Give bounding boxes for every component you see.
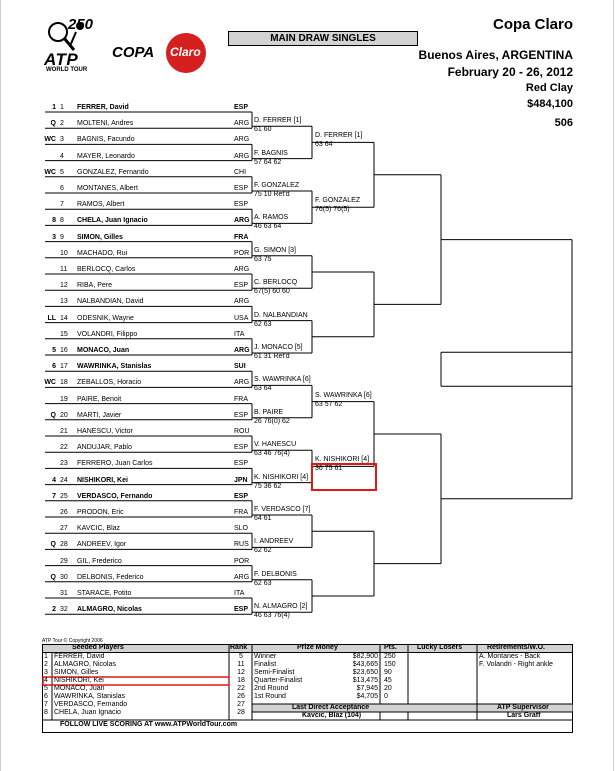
round2-winner: F. VERDASCO [7] (254, 506, 311, 513)
player-name: ODESNIK, Wayne (77, 314, 134, 322)
lucky-header: Lucky Losers (417, 644, 463, 651)
rank-header: Rank (230, 644, 248, 651)
player-name: FERRER, David (77, 104, 129, 111)
seed-number: 5 (44, 685, 48, 692)
seed-number: 1 (44, 653, 48, 660)
seed-label: 5 (52, 347, 56, 354)
atp-wordmark: ATP (44, 50, 79, 69)
player-name: PRODON, Eric (77, 509, 124, 516)
round2-winner: F. BAGNIS (254, 149, 288, 157)
draw-position: 6 (60, 185, 64, 192)
player-name: MAYER, Leonardo (77, 152, 135, 160)
round2-winner: J. MONACO [5] (254, 344, 303, 351)
prize-points: 250 (384, 653, 396, 660)
seed-label: WC (44, 136, 56, 144)
seed-label: 2 (52, 606, 56, 614)
draw-position: 9 (60, 233, 64, 241)
player-name: FERRERO, Juan Carlos (77, 460, 153, 468)
round2-score: 62 63 (254, 320, 272, 328)
round2-winner: N. ALMAGRO [2] (254, 603, 308, 611)
player-country: ARG (234, 347, 250, 354)
seed-name: MONACO, Juan (54, 685, 105, 692)
draw-position: 14 (60, 314, 68, 322)
round2-score: 46 63 64 (254, 223, 282, 231)
draw-position: 29 (60, 557, 68, 565)
prize-round: 1st Round (254, 693, 286, 700)
prize-points: 20 (384, 685, 392, 692)
prize-points: 150 (384, 661, 396, 668)
section-title: MAIN DRAW SINGLES (228, 31, 418, 46)
seed-rank: 12 (237, 669, 245, 676)
player-name: MONTANES, Albert (77, 185, 138, 192)
draw-position: 19 (60, 395, 68, 403)
player-country: ESP (234, 201, 249, 209)
tournament-prize: $484,100 (527, 98, 573, 110)
seed-label: Q (50, 573, 56, 581)
draw-position: 32 (60, 606, 68, 614)
round3-winner: D. FERRER [1] (315, 132, 363, 140)
claro-logo-text: Claro (170, 45, 201, 59)
player-name: PAIRE, Benoit (77, 395, 122, 403)
round2-score: 61 31 Ret'd (254, 353, 290, 360)
seed-rank: 11 (237, 661, 245, 668)
tournament-dates: February 20 - 26, 2012 (447, 65, 573, 79)
player-country: SLO (234, 525, 249, 533)
draw-position: 27 (60, 525, 68, 533)
draw-position: 1 (60, 104, 64, 111)
tournament-code: 506 (554, 117, 573, 129)
round2-score: 62 63 (254, 579, 272, 587)
seed-rank: 5 (239, 653, 243, 660)
seed-rank: 26 (237, 693, 245, 700)
player-country: ESP (234, 185, 249, 192)
seed-label: 6 (52, 363, 56, 371)
player-country: ARG (234, 379, 250, 387)
player-name: NISHIKORI, Kei (77, 476, 128, 484)
seed-rank: 22 (237, 685, 245, 692)
player-country: ESP (234, 104, 249, 111)
tournament-surface: Red Clay (525, 82, 573, 94)
player-name: CHELA, Juan Ignacio (77, 217, 148, 225)
copa-logo-text: COPA (112, 44, 155, 61)
player-name: VERDASCO, Fernando (77, 492, 153, 500)
seed-name: WAWRINKA, Stanislas (54, 693, 126, 700)
seed-label: 8 (52, 217, 56, 225)
player-country: FRA (234, 233, 249, 241)
draw-position: 16 (60, 347, 68, 354)
draw-position: 24 (60, 476, 68, 484)
player-name: VOLANDRI, Filippo (77, 330, 138, 338)
seed-label: 1 (52, 104, 56, 111)
seed-number: 4 (44, 677, 48, 684)
prize-points: 90 (384, 669, 392, 676)
prize-header: Prize Money (297, 644, 338, 651)
round2-winner: A. RAMOS (254, 214, 289, 222)
player-country: ARG (234, 573, 250, 581)
seed-rank: 27 (237, 701, 245, 708)
seed-name: ALMAGRO, Nicolas (54, 661, 116, 668)
player-name: NALBANDIAN, David (77, 298, 144, 306)
player-country: ROU (234, 428, 250, 435)
player-country: ARG (234, 266, 250, 273)
player-country: POR (234, 557, 250, 565)
round2-score: 63 46 76(4) (254, 450, 290, 458)
round2-score: 75 10 Ret'd (254, 191, 290, 198)
prize-money: $7,945 (356, 685, 378, 692)
prize-money: $82,900 (352, 653, 378, 660)
player-country: ESP (234, 282, 249, 290)
player-name: ZEBALLOS, Horacio (77, 379, 142, 387)
prize-points: 45 (384, 677, 392, 684)
player-name: KAVCIC, Blaz (77, 525, 121, 533)
seed-number: 7 (44, 701, 48, 708)
round3-score: 76(5) 76(5) (315, 206, 350, 214)
draw-position: 15 (60, 330, 68, 338)
draw-position: 5 (60, 168, 64, 176)
round2-score: 67(5) 60 60 (254, 288, 290, 296)
seed-label: 4 (52, 476, 56, 484)
player-name: RAMOS, Albert (77, 201, 125, 209)
player-country: ARG (234, 152, 250, 160)
round2-score: 64 61 (254, 515, 272, 522)
player-country: ITA (234, 330, 245, 338)
draw-position: 31 (60, 590, 68, 597)
seed-name: VERDASCO, Fernando (54, 701, 128, 708)
player-country: ESP (234, 411, 249, 419)
round2-winner: F. DELBONIS (254, 570, 297, 578)
prize-round: Quarter-Finalist (254, 677, 303, 684)
prize-money: $43,665 (352, 661, 378, 668)
player-country: JPN (234, 476, 248, 484)
atp-world-tour-label: WORLD TOUR (46, 67, 88, 73)
draw-position: 10 (60, 249, 68, 257)
round2-score: 57 64 62 (254, 158, 282, 166)
seed-number: 6 (44, 693, 48, 700)
round3-winner: F. GONZALEZ (315, 197, 361, 205)
round2-score: 63 75 (254, 255, 272, 263)
seed-number: 3 (44, 669, 48, 676)
player-name: HANESCU, Victor (77, 428, 133, 435)
round2-score: 63 64 (254, 385, 272, 393)
draw-position: 22 (60, 444, 68, 452)
round2-score: 75 36 62 (254, 482, 282, 490)
player-country: CHI (234, 168, 247, 176)
seed-number: 8 (44, 709, 48, 716)
highlight-box (311, 463, 377, 491)
player-name: ALMAGRO, Nicolas (77, 606, 142, 614)
seed-label: 3 (52, 233, 56, 241)
player-name: GIL, Frederico (77, 557, 122, 565)
draw-position: 25 (60, 492, 68, 500)
player-name: STARACE, Potito (77, 590, 132, 597)
player-country: POR (234, 249, 250, 257)
draw-position: 20 (60, 411, 68, 419)
seed-label: 7 (52, 492, 56, 500)
player-name: BAGNIS, Facundo (77, 136, 135, 144)
draw-position: 2 (60, 120, 64, 128)
seed-label: WC (44, 379, 56, 387)
draw-position: 30 (60, 573, 68, 581)
round2-winner: D. FERRER [1] (254, 117, 302, 125)
round2-winner: K. NISHIKORI [4] (254, 473, 309, 481)
player-name: MARTI, Javier (77, 411, 122, 419)
draw-position: 13 (60, 298, 68, 306)
player-country: RUS (234, 541, 249, 549)
player-country: FRA (234, 395, 248, 403)
tournament-location: Buenos Aires, ARGENTINA (418, 48, 573, 62)
seed-label: Q (50, 120, 56, 128)
draw-position: 28 (60, 541, 68, 549)
player-name: BERLOCQ, Carlos (77, 266, 136, 273)
player-country: ITA (234, 590, 245, 597)
draw-position: 23 (60, 460, 68, 468)
seed-label: LL (47, 314, 56, 322)
prize-round: Winner (254, 653, 277, 660)
draw-position: 26 (60, 509, 68, 516)
seeded-header: Seeded Players (72, 644, 124, 651)
player-country: ARG (234, 120, 250, 128)
pts-header: Pts. (384, 644, 397, 651)
tournament-name: Copa Claro (492, 16, 573, 33)
round3-winner: K. NISHIKORI [4] (315, 456, 370, 464)
player-name: MONACO, Juan (77, 347, 130, 354)
prize-money: $13,475 (352, 677, 378, 684)
last-direct-acceptance-value: Kavcic, Blaz (104) (302, 712, 362, 719)
round3-score: 63 64 (315, 141, 333, 149)
round2-winner: I. ANDREEV (254, 538, 294, 546)
player-country: USA (234, 314, 249, 322)
player-country: FRA (234, 509, 248, 516)
round2-winner: S. WAWRINKA [6] (254, 376, 311, 384)
prize-round: Finalist (254, 661, 277, 668)
player-country: ARG (234, 217, 250, 225)
round3-score: 36 75 61 (315, 465, 343, 473)
player-name: SIMON, Gilles (77, 233, 123, 241)
prize-round: Semi-Finalist (254, 669, 295, 676)
player-name: MACHADO, Rui (77, 249, 128, 257)
player-name: ANDREEV, Igor (77, 541, 127, 549)
player-country: SUI (234, 363, 246, 371)
round3-score: 63 57 62 (315, 400, 343, 408)
player-country: ESP (234, 492, 249, 500)
supervisor-label: ATP Supervisor (497, 704, 549, 711)
retirement-entry: A. Montanes - Back (479, 653, 541, 660)
draw-position: 12 (60, 282, 68, 290)
draw-position: 7 (60, 201, 64, 209)
atp-250-label: 250 (68, 16, 94, 33)
player-country: ARG (234, 298, 250, 306)
copyright: ATP Tour © Copyright 2006 (42, 638, 103, 644)
seed-rank: 18 (237, 677, 245, 684)
retirement-entry: F. Volandri - Right ankle (479, 661, 553, 668)
round2-score: 62 62 (254, 547, 272, 555)
round2-winner: G. SIMON [3] (254, 246, 297, 254)
round2-winner: C. BERLOCQ (254, 279, 298, 287)
seed-number: 2 (44, 661, 48, 668)
seed-label: WC (44, 168, 56, 176)
prize-money: $4,705 (356, 693, 378, 700)
draw-position: 17 (60, 363, 68, 371)
live-scoring-link: FOLLOW LIVE SCORING AT www.ATPWorldTour.com (60, 721, 238, 728)
player-name: MOLTENI, Andres (77, 120, 134, 128)
seed-name: NISHIKORI, Kei (54, 677, 104, 684)
round2-winner: D. NALBANDIAN (254, 311, 308, 319)
prize-points: 0 (384, 693, 388, 700)
player-country: ESP (234, 606, 249, 614)
player-name: WAWRINKA, Stanislas (77, 363, 152, 371)
player-name: RIBA, Pere (77, 282, 113, 290)
draw-position: 4 (60, 152, 64, 160)
seed-label: Q (50, 541, 56, 549)
seed-rank: 28 (237, 709, 245, 716)
round2-score: 26 76(0) 62 (254, 417, 290, 425)
round2-winner: F. GONZALEZ (254, 182, 300, 189)
draw-position: 8 (60, 217, 64, 225)
player-country: ESP (234, 444, 249, 452)
prize-round: 2nd Round (254, 685, 289, 692)
draw-position: 21 (60, 428, 68, 435)
player-name: GONZALEZ, Fernando (77, 168, 149, 176)
player-name: ANDUJAR, Pablo (77, 444, 132, 452)
supervisor-value: Lars Graff (507, 712, 541, 719)
round2-score: 46 63 76(4) (254, 612, 290, 620)
prize-money: $23,650 (352, 669, 378, 676)
last-direct-acceptance-label: Last Direct Acceptance (292, 704, 370, 711)
seed-name: FERRER, David (54, 653, 105, 660)
player-country: ESP (234, 460, 249, 468)
draw-position: 18 (60, 379, 68, 387)
round2-score: 61 60 (254, 126, 272, 134)
round2-winner: V. HANESCU (254, 441, 297, 449)
seed-name: CHELA, Juan Ignacio (54, 709, 121, 716)
round2-winner: B. PAIRE (254, 408, 284, 416)
draw-position: 11 (60, 266, 68, 273)
seed-label: Q (50, 411, 56, 419)
draw-position: 3 (60, 136, 64, 144)
seed-name: SIMON, Gilles (54, 669, 99, 676)
player-country: ARG (234, 136, 250, 144)
player-name: DELBONIS, Federico (77, 573, 144, 581)
round3-winner: S. WAWRINKA [6] (315, 391, 372, 399)
retirements-header: Retirements/W.O. (487, 644, 545, 651)
